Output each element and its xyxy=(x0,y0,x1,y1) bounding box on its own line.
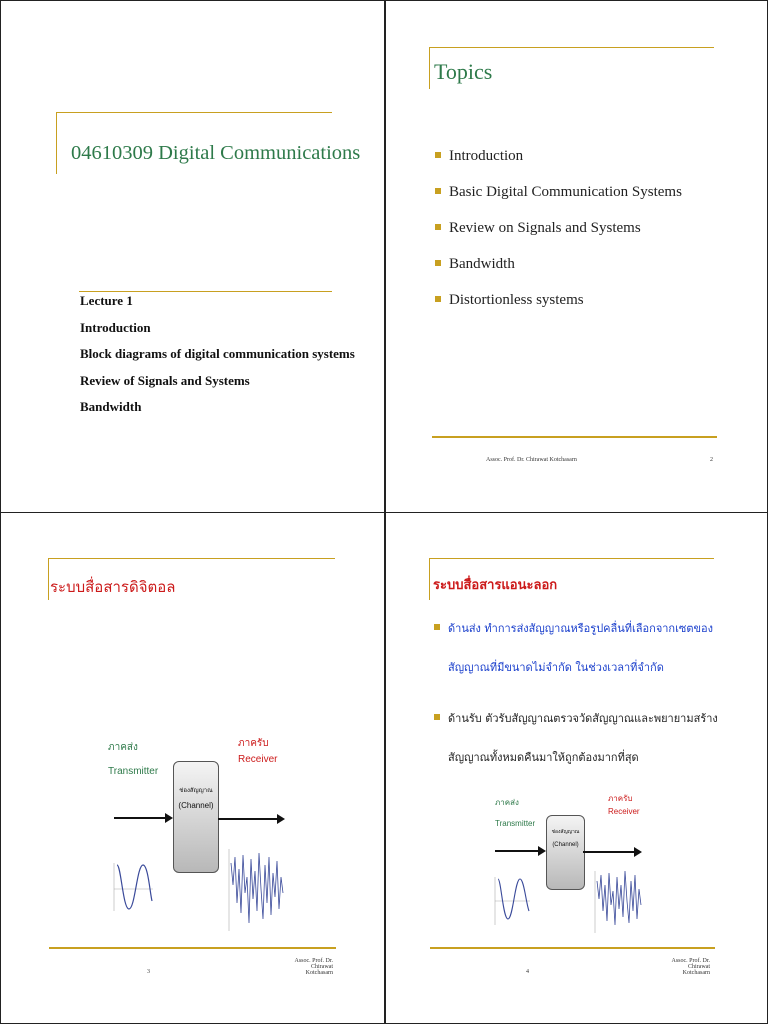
slide-1 xyxy=(0,0,385,513)
footer-author: Assoc. Prof. Dr. Chirawat Kotchasarn xyxy=(671,958,710,976)
page-number: 3 xyxy=(147,969,150,975)
list-item: Review on Signals and Systems xyxy=(435,210,682,246)
receiver-label: Receiver xyxy=(238,754,278,765)
slide-1-title: 04610309 Digital Communications xyxy=(71,142,361,164)
lecture-line: Bandwidth xyxy=(80,399,142,414)
footer-author: Assoc. Prof. Dr. Chirawat Kotchasarn xyxy=(486,457,577,463)
page-number: 2 xyxy=(710,457,713,463)
slide-4 xyxy=(385,512,768,1024)
square-bullet-icon xyxy=(435,152,441,158)
transmitter-thai-label: ภาคส่ง xyxy=(495,798,519,807)
receiver-thai-label: ภาครับ xyxy=(608,794,633,803)
received-signal-plot xyxy=(595,871,641,933)
square-bullet-icon xyxy=(435,296,441,302)
footer-rule xyxy=(430,947,715,949)
channel-label: (Channel) xyxy=(552,842,579,848)
list-item: Introduction xyxy=(435,138,682,174)
list-item: Bandwidth xyxy=(435,246,682,282)
arrowhead-icon xyxy=(165,813,173,823)
topics-list xyxy=(435,138,682,318)
bullet-2-continuation: สัญญาณทั้งหมดคืนมาให้ถูกต้องมากที่สุด xyxy=(448,751,639,764)
slide-2-title: Topics xyxy=(434,59,493,84)
transmitter-thai-label: ภาคส่ง xyxy=(108,742,138,753)
footer-rule xyxy=(49,947,336,949)
square-bullet-icon xyxy=(435,188,441,194)
channel-thai-label: ช่องสัญญาณ xyxy=(179,787,213,794)
channel-label: (Channel) xyxy=(178,801,214,810)
square-bullet-icon xyxy=(435,260,441,266)
footer-author: Assoc. Prof. Dr. Chirawat Kotchasarn xyxy=(294,958,333,976)
slide-3 xyxy=(0,512,385,1024)
received-signal-plot xyxy=(229,849,283,931)
square-bullet-icon xyxy=(435,224,441,230)
bullet-1: ด้านส่ง ทำการส่งสัญญาณหรือรูปคลื่นที่เลือกจากเซตของ xyxy=(434,619,713,637)
slide-4-title: ระบบสื่อสารแอนะลอก xyxy=(433,578,558,593)
title-rule-top xyxy=(56,112,332,113)
receiver-label: Receiver xyxy=(608,807,640,816)
slide-3-title: ระบบสื่อสารดิจิตอล xyxy=(50,578,176,596)
slide-2 xyxy=(385,0,768,513)
transmitter-label: Transmitter xyxy=(108,766,159,777)
transmitter-label: Transmitter xyxy=(495,819,536,828)
arrowhead-icon xyxy=(277,814,285,824)
bullet-1-continuation: สัญญาณที่มีขนาดไม่จำกัด ในช่วงเวลาที่จำกัด xyxy=(448,661,664,674)
channel-thai-label: ช่องสัญญาณ xyxy=(551,829,580,835)
lecture-line: Introduction xyxy=(80,319,151,335)
footer-rule xyxy=(432,436,717,438)
lecture-number: Lecture 1 xyxy=(80,293,133,308)
page-number: 4 xyxy=(526,969,529,975)
title-rule-left xyxy=(429,47,430,89)
title-rule-top xyxy=(429,47,714,48)
lecture-line: Review of Signals and Systems xyxy=(80,372,250,388)
list-item: Basic Digital Communication Systems xyxy=(435,174,682,210)
list-item: Distortionless systems xyxy=(435,282,682,318)
transmitted-signal-plot xyxy=(495,877,530,925)
lecture-outline xyxy=(80,288,355,421)
arrowhead-icon xyxy=(538,846,546,856)
receiver-thai-label: ภาครับ xyxy=(238,738,269,749)
bullet-2: ด้านรับ ตัวรับสัญญาณตรวจวัดสัญญาณและพยายามสร้าง xyxy=(434,709,718,727)
lecture-line: Block diagrams of digital communication systems xyxy=(80,346,355,361)
title-rule-left xyxy=(56,112,57,174)
transmitted-signal-plot xyxy=(114,863,153,911)
arrowhead-icon xyxy=(634,847,642,857)
